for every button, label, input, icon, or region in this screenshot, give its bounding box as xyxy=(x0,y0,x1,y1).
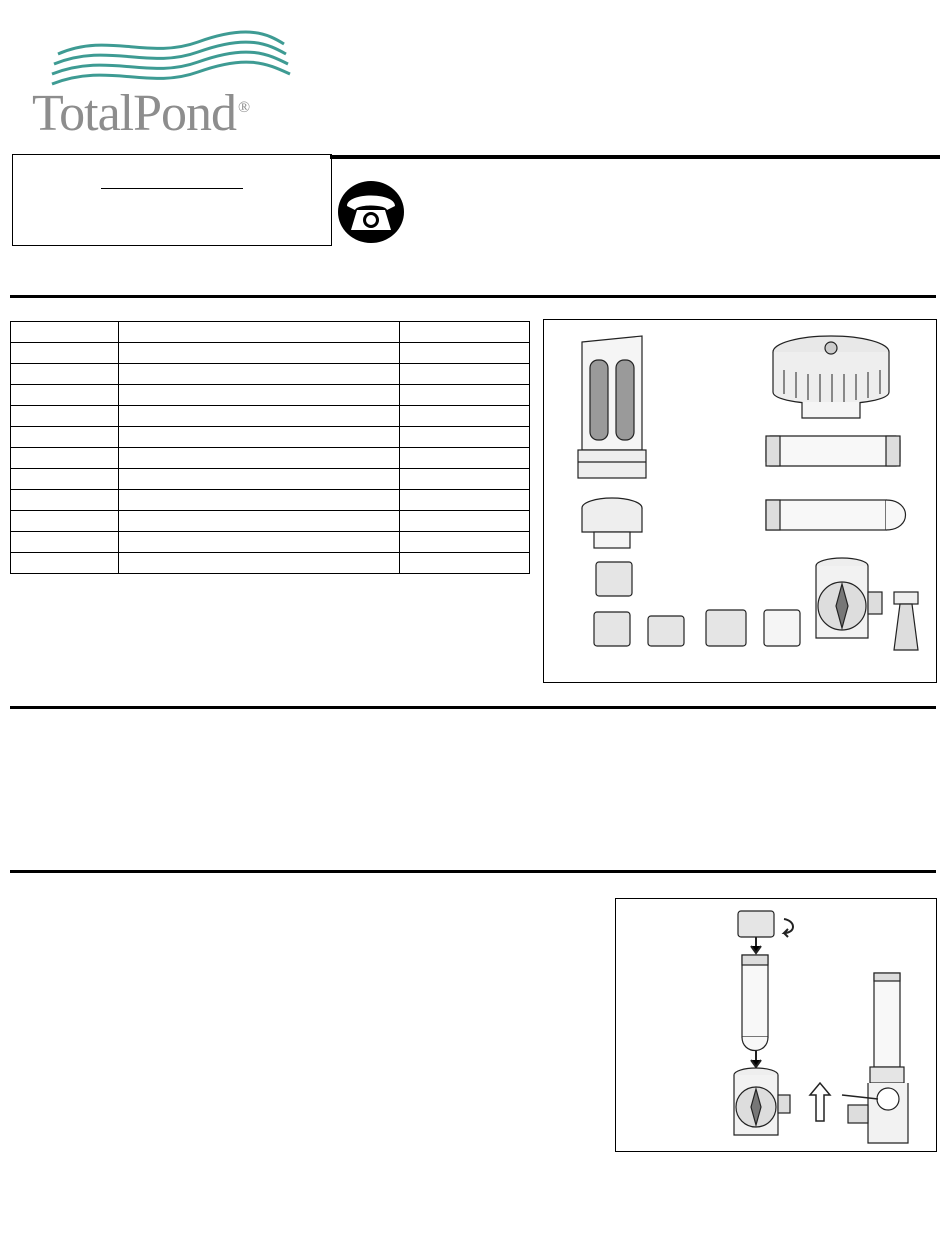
table-cell xyxy=(400,532,530,553)
table-row xyxy=(11,406,530,427)
table-row xyxy=(11,322,530,343)
table-cell xyxy=(400,511,530,532)
table-row xyxy=(11,490,530,511)
table-cell xyxy=(119,364,400,385)
table-cell xyxy=(119,511,400,532)
table-cell xyxy=(119,469,400,490)
table-cell xyxy=(400,406,530,427)
info-underline xyxy=(101,188,243,189)
down-arrow-icon xyxy=(751,1051,761,1067)
parts-illustration xyxy=(543,319,937,683)
table-cell xyxy=(119,385,400,406)
rotate-arrow-icon xyxy=(784,919,793,937)
adapter-part xyxy=(582,498,642,548)
table-cell xyxy=(400,553,530,574)
assembly-illustration xyxy=(615,898,937,1152)
table-cell xyxy=(11,385,119,406)
table-cell xyxy=(400,364,530,385)
table-row xyxy=(11,511,530,532)
table-cell xyxy=(11,448,119,469)
table-cell xyxy=(400,427,530,448)
table-cell xyxy=(119,448,400,469)
table-cell xyxy=(400,322,530,343)
table-cell xyxy=(400,385,530,406)
section-rule-2 xyxy=(10,706,936,709)
table-cell xyxy=(400,469,530,490)
diverter-valve-part xyxy=(816,558,882,638)
extension-tube-part xyxy=(766,436,900,466)
table-cell xyxy=(119,553,400,574)
table-cell xyxy=(119,343,400,364)
spray-head-part xyxy=(773,336,889,418)
header-rule xyxy=(330,155,940,159)
table-row xyxy=(11,343,530,364)
table-cell xyxy=(119,427,400,448)
threaded-coupling-part xyxy=(594,562,800,646)
telephone-icon xyxy=(337,180,405,244)
table-cell xyxy=(400,343,530,364)
table-row xyxy=(11,364,530,385)
filter-sleeve-part xyxy=(578,336,646,478)
table-cell xyxy=(11,511,119,532)
registered-mark: ® xyxy=(238,98,250,116)
table-row xyxy=(11,553,530,574)
up-arrow-icon xyxy=(810,1083,830,1121)
table-cell xyxy=(400,490,530,511)
table-row xyxy=(11,532,530,553)
info-box xyxy=(12,154,332,246)
coupling-top-part xyxy=(738,911,774,937)
capped-tube-part xyxy=(766,500,906,530)
table-cell xyxy=(11,364,119,385)
table-cell xyxy=(119,532,400,553)
table-cell xyxy=(119,322,400,343)
table-cell xyxy=(400,448,530,469)
table-cell xyxy=(119,406,400,427)
assembly-tube xyxy=(742,955,768,1051)
table-row xyxy=(11,385,530,406)
brand-name: TotalPond xyxy=(32,85,237,142)
table-cell xyxy=(11,532,119,553)
table-cell xyxy=(11,427,119,448)
brand-wordmark xyxy=(32,85,250,142)
table-cell xyxy=(11,343,119,364)
table-row xyxy=(11,448,530,469)
table-cell xyxy=(11,322,119,343)
table-cell xyxy=(119,490,400,511)
table-row xyxy=(11,469,530,490)
parts-table xyxy=(10,321,530,574)
section-rule-3 xyxy=(10,870,936,873)
table-cell xyxy=(11,406,119,427)
table-cell xyxy=(11,553,119,574)
hose-barb-part xyxy=(894,592,918,650)
table-cell xyxy=(11,490,119,511)
assembly-valve xyxy=(734,1068,790,1135)
table-row xyxy=(11,427,530,448)
table-cell xyxy=(11,469,119,490)
section-rule-1 xyxy=(10,295,936,298)
down-arrow-icon xyxy=(751,937,761,953)
assembled-valve-with-tube xyxy=(842,973,908,1143)
